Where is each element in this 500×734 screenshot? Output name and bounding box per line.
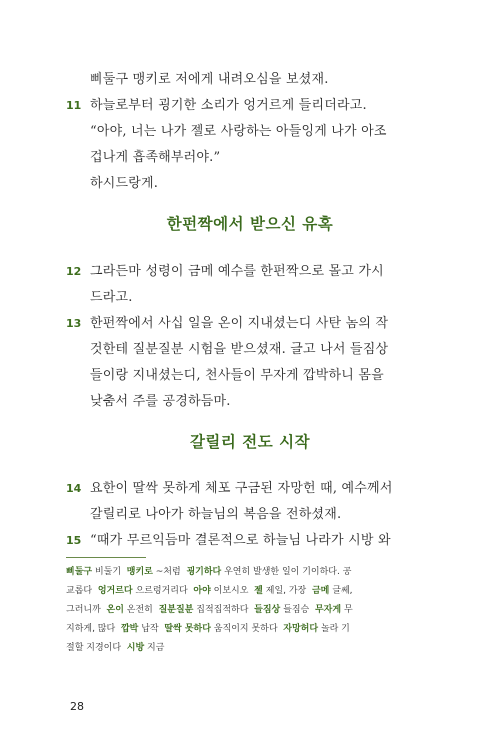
- body-line: 것한테 질분질분 시험을 받으셨재. 글고 나서 들짐상: [90, 342, 389, 357]
- glossary-term: 삐둘구: [66, 567, 93, 577]
- glossary-term: 굉기하다: [186, 567, 222, 577]
- glossary-term: 들짐상: [254, 605, 281, 615]
- body-line: 요한이 딸싹 못하게 체포 구금된 자망헌 때, 예수께서: [90, 481, 393, 496]
- body-line: 그라든마 성령이 금메 예수를 한펀짝으로 몰고 가시: [90, 264, 384, 279]
- glossary-definition: 지하게, 많다: [66, 624, 116, 634]
- glossary-definition: 움직이지 못하다: [213, 624, 278, 634]
- glossary-term: 아야: [193, 586, 211, 596]
- glossary-term: 맹키로: [126, 567, 153, 577]
- body-line: 겁나게 흡족해부러야.”: [90, 150, 221, 165]
- body-line: 삐둘구 맹키로 저에게 내려오심을 보셨재.: [90, 72, 329, 87]
- body-line: 갈릴리로 나아가 하늘님의 복음을 전하셨재.: [90, 507, 342, 522]
- glossary-term: 자망허다: [283, 624, 319, 634]
- glossary-definition: 들짐승: [283, 605, 310, 615]
- glossary-term: 질분질분: [158, 605, 194, 615]
- glossary-term: 깝박: [120, 624, 139, 634]
- glossary-term: 젤: [254, 586, 263, 596]
- glossary-term: 시방: [126, 643, 145, 653]
- verse-number-11: 11: [66, 99, 82, 112]
- glossary-definition: 공: [342, 567, 352, 577]
- glossary-line: [66, 642, 446, 654]
- glossary-definition: 이보시오: [213, 586, 249, 596]
- glossary-term: 금메: [311, 586, 330, 596]
- glossary-definition: 제일, 가장: [265, 586, 307, 596]
- body-line: 한펀짝에서 사십 일을 온이 지내셨는디 사탄 놈의 작: [90, 316, 389, 331]
- glossary-definition: 무: [343, 605, 353, 615]
- glossary-term: 무자게: [314, 605, 342, 615]
- glossary-definition: 비둘기: [94, 567, 122, 577]
- glossary-definition: 교롭다: [66, 586, 93, 596]
- glossary-line: [66, 604, 446, 616]
- glossary-term: 딸싹 못하다: [164, 624, 211, 634]
- glossary-definition: 지금: [147, 643, 165, 653]
- glossary-definition: 글쎄,: [332, 586, 353, 596]
- glossary-term: 온이: [106, 605, 124, 615]
- body-line: 낮춤서 주를 공경하듬마.: [90, 394, 231, 409]
- section-title-temptation: 한펀짝에서 받으신 유혹: [166, 215, 334, 233]
- glossary-definition: 놀라 기: [320, 624, 350, 634]
- body-line: 하시드랑게.: [90, 176, 159, 191]
- glossary-line: [66, 566, 446, 578]
- body-line: 들이랑 지내셨는디, 천사들이 무자게 깝박하니 몸을: [90, 368, 384, 383]
- body-line: “때가 무르익듬마 결론적으로 하늘님 나라가 시방 와: [90, 533, 391, 548]
- section-title-galilee: 갈릴리 전도 시작: [189, 433, 311, 451]
- glossary-definition: 납작: [141, 624, 159, 634]
- glossary-definition: 집적집적하다: [196, 605, 249, 615]
- verse-number-13: 13: [66, 317, 82, 330]
- footnote-divider: [66, 557, 146, 558]
- body-line: 하늘로부터 굉기한 소리가 엉거르게 들리더라고.: [90, 98, 367, 113]
- glossary-line: [66, 585, 446, 597]
- glossary-definition: ~처럼: [155, 567, 181, 577]
- verse-number-12: 12: [66, 265, 82, 278]
- glossary-definition: 그러니까: [66, 605, 101, 615]
- glossary-definition: 으르렁거리다: [135, 586, 188, 596]
- glossary-definition: 우연히 발생한 일이 기이하다.: [224, 567, 340, 577]
- page-number: 28: [70, 700, 84, 713]
- body-line: 드라고.: [90, 290, 133, 305]
- verse-number-15: 15: [66, 534, 82, 547]
- glossary-line: [66, 623, 446, 635]
- body-line: “아야, 너는 나가 젤로 사랑하는 아들잉게 나가 아조: [90, 124, 387, 139]
- glossary-definition: 절할 지경이다: [66, 643, 122, 653]
- glossary-term: 엉거르다: [97, 586, 133, 596]
- glossary-definition: 온전히: [126, 605, 153, 615]
- verse-number-14: 14: [66, 482, 82, 495]
